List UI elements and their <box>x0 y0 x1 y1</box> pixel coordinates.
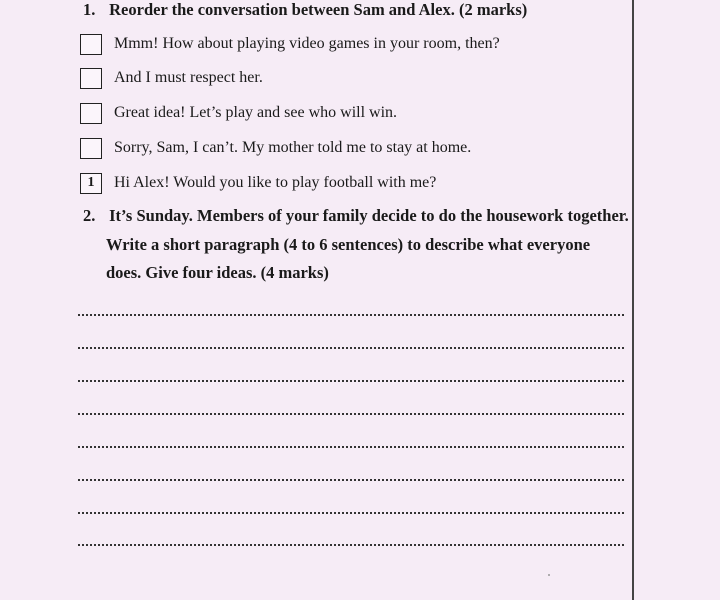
reorder-item-3 <box>80 101 397 125</box>
order-box-5[interactable]: 1 <box>80 173 102 194</box>
answer-line-2[interactable] <box>78 347 624 349</box>
reorder-item-1 <box>80 32 500 56</box>
answer-line-6[interactable] <box>78 479 624 481</box>
order-box-1[interactable] <box>80 34 102 55</box>
question-1-heading <box>83 0 527 21</box>
question-1-title: Reorder the conversation between Sam and Alex. (2 marks) <box>109 0 528 19</box>
question-2-line-2: Write a short paragraph (4 to 6 sentences) to describe what everyone <box>106 235 591 254</box>
reorder-item-2 <box>80 66 263 90</box>
margin-rule <box>632 0 634 600</box>
reorder-item-4 <box>80 136 471 160</box>
question-2-number: 2. <box>83 206 96 225</box>
paper-speck <box>548 574 550 576</box>
reorder-item-text: Hi Alex! Would you like to play football with me? <box>114 174 437 191</box>
answer-line-7[interactable] <box>78 512 624 514</box>
answer-line-5[interactable] <box>78 446 624 448</box>
question-2-line-3: does. Give four ideas. (4 marks) <box>106 263 329 282</box>
order-box-2[interactable] <box>80 68 102 89</box>
question-1-number: 1. <box>83 0 96 19</box>
answer-line-3[interactable] <box>78 380 624 382</box>
question-2-heading <box>83 205 629 227</box>
reorder-item-5 <box>80 171 436 195</box>
answer-line-8[interactable] <box>78 544 624 546</box>
answer-line-1[interactable] <box>78 314 624 316</box>
reorder-item-text: Great idea! Let’s play and see who will win. <box>114 104 398 121</box>
order-box-4[interactable] <box>80 138 102 159</box>
answer-line-4[interactable] <box>78 413 624 415</box>
reorder-item-text: And I must respect her. <box>114 69 263 86</box>
reorder-item-text: Sorry, Sam, I can’t. My mother told me to stay at home. <box>114 139 472 156</box>
reorder-item-text: Mmm! How about playing video games in your room, then? <box>114 35 500 52</box>
question-2-line-1: It’s Sunday. Members of your family decide to do the housework together. <box>109 206 629 225</box>
order-box-3[interactable] <box>80 103 102 124</box>
